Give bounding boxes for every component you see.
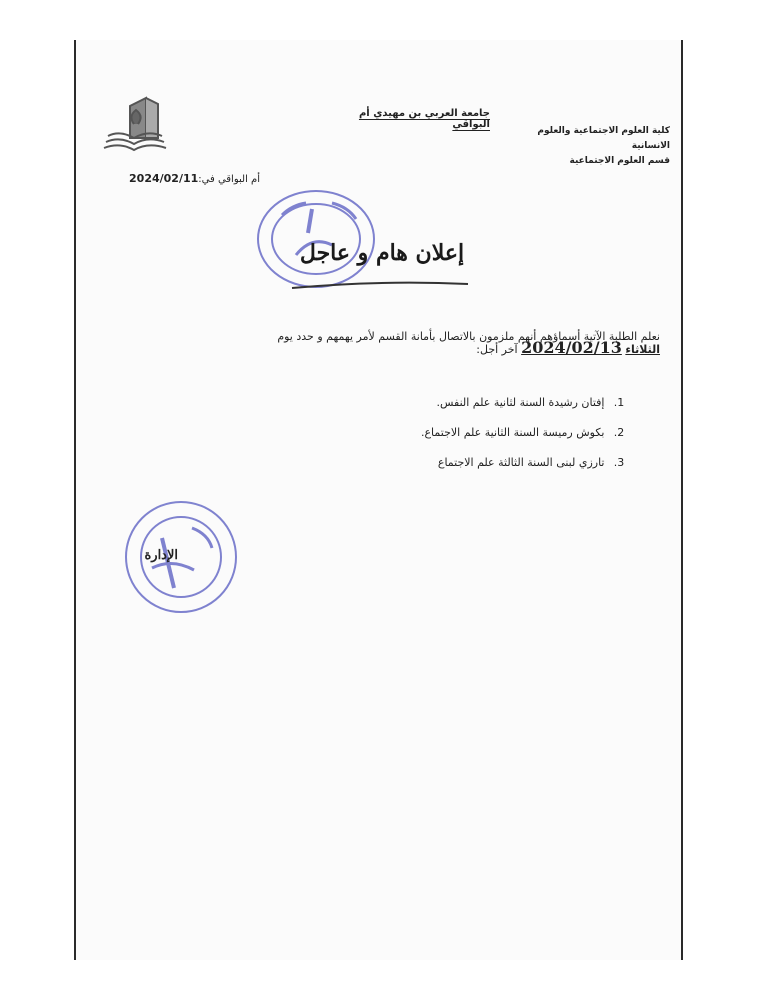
issue-date [120,172,260,185]
deadline-day: الثلاثاء [625,343,660,356]
deadline-line [428,338,660,357]
student-list [340,392,630,482]
deadline-suffix: آخر أجل: [476,343,518,356]
student-entry: تارزي لبنى السنة الثالثة علم الاجتماع [437,456,605,469]
official-stamp [252,185,380,293]
faculty-name: كلية العلوم الاجتماعية والعلوم الانسانية [537,126,670,151]
student-entry: بكوش رميسة السنة الثانية علم الاجتماع. [420,426,605,439]
university-logo [100,76,170,158]
list-item [340,452,630,482]
deadline-date: 2024/02/13 [521,338,622,357]
date-value: 2024/02/11 [129,172,199,185]
title-underline [290,278,470,292]
date-prefix: أم البواقي في: [198,174,260,185]
student-entry: إفتان رشيدة السنة لثانية علم النفس. [436,396,605,409]
item-number: 3. [613,456,625,469]
item-number: 1. [613,396,625,409]
faculty-block [500,124,670,169]
list-item [340,422,630,452]
announcement-body: نعلم الطلبة الآتية أسماؤهم أنهم ملزمون بالاتصال بأمانة القسم لأمر يهمهم و حدد يوم [277,330,660,343]
item-number: 2. [613,426,625,439]
administration-signature: الإدارة [144,548,178,563]
university-name: جامعة العربي بن مهيدي أم البواقي [358,108,490,130]
list-item [340,392,630,422]
announcement-title: إعلان هام و عاجل [299,240,465,266]
department-name: قسم العلوم الاجتماعية [569,156,670,166]
